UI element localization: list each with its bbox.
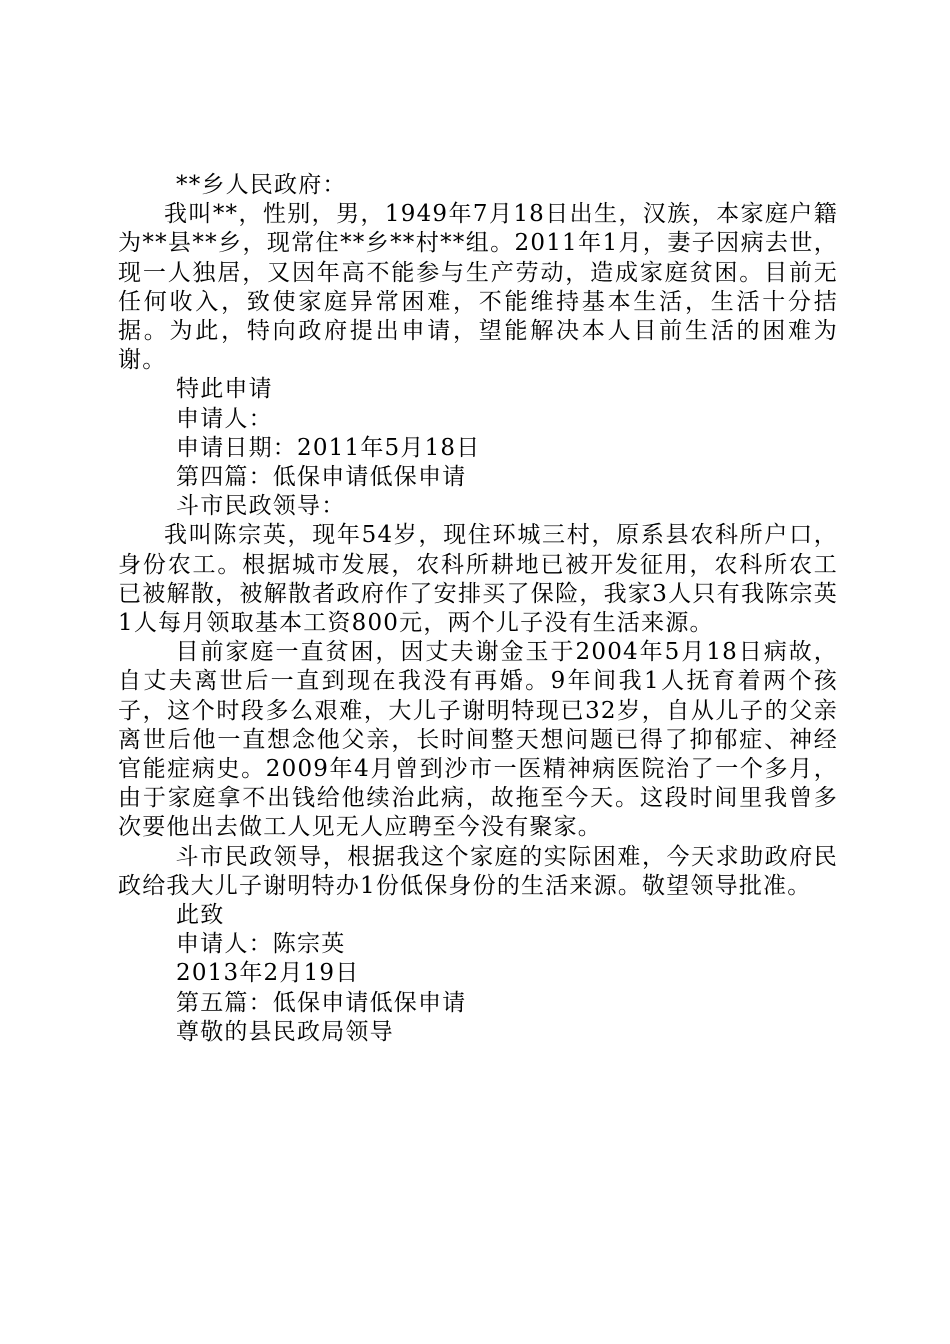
application-paragraph-1: 我叫**，性别，男，1949年7月18日出生，汉族，本家庭户籍为**县**乡，现常住**乡**村**组。2011年1月，妻子因病去世，现一人独居，又因年高不能参与生产劳动，造成家庭贫困。目前无任何收入，致使家庭异常困难，不能维持基本生活，生活十分拮据。为此，特向政府提出申请，望能解决本人目前生活的困难为谢。 <box>118 201 838 374</box>
application-paragraph-2: 我叫陈宗英，现年54岁，现住环城三村，原系县农科所户口，身份农工。根据城市发展，农科所耕地已被开发征用，农科所农工已被解散，被解散者政府作了安排买了保险，我家3人只有我陈宗英1人每月领取基本工资800元，两个儿子没有生活来源。 <box>118 522 838 637</box>
applicant-name: 申请人：陈宗英 <box>176 931 346 958</box>
application-date: 申请日期：2011年5月18日 <box>176 434 481 461</box>
signature-date: 2013年2月19日 <box>176 960 360 987</box>
salutation-civil-affairs: 斗市民政领导： <box>176 493 346 520</box>
document-body <box>118 171 838 1047</box>
section-heading-4: 第四篇：低保申请低保申请 <box>176 464 467 491</box>
closing-cizhi: 此致 <box>176 902 225 929</box>
applicant-label: 申请人： <box>176 405 273 432</box>
section-heading-5: 第五篇：低保申请低保申请 <box>176 989 467 1016</box>
application-paragraph-3: 目前家庭一直贫困，因丈夫谢金玉于2004年5月18日病故，自丈夫离世后一直到现在我没有再婚。9年间我1人抚育着两个孩子，这个时段多么艰难，大儿子谢明特现已32岁，自从儿子的父亲离世后他一直想念他父亲，长时间整天想问题已得了抑郁症、神经官能症病史。2009年4月曾到沙市一医精神病医院治了一个多月，由于家庭拿不出钱给他续治此病，故拖至今天。这段时间里我曾多次要他出去做工人见无人应聘至今没有聚家。 <box>118 639 838 841</box>
salutation-county-bureau: 尊敬的县民政局领导 <box>176 1018 394 1045</box>
application-paragraph-4: 斗市民政领导，根据我这个家庭的实际困难，今天求助政府民政给我大儿子谢明特办1份低保身份的生活来源。敬望领导批准。 <box>118 843 838 899</box>
closing-tecishenqing: 特此申请 <box>176 376 273 403</box>
salutation-township-government: **乡人民政府： <box>176 172 347 198</box>
